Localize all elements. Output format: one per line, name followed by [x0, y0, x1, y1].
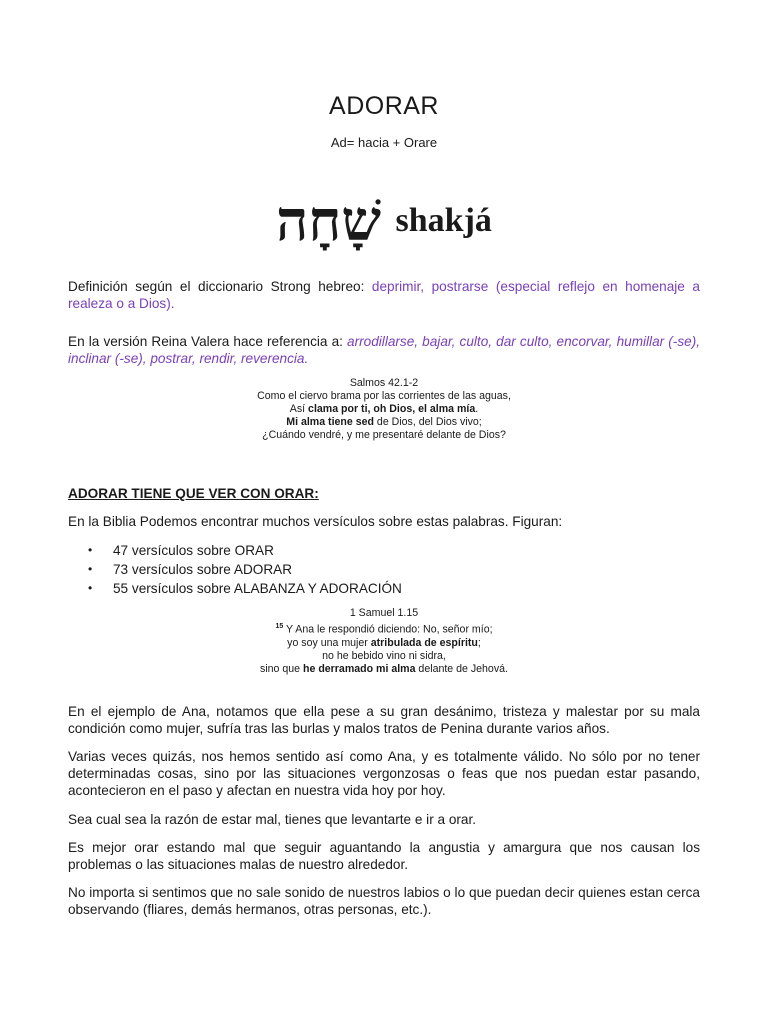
transliteration: shakjá — [395, 202, 492, 239]
verse-line: ¿Cuándo vendré, y me presentaré delante de Dios? — [262, 429, 506, 441]
bullet-icon: • — [88, 543, 93, 557]
list-item — [68, 541, 402, 560]
body-paragraph: No importa si sentimos que no sale sonido de nuestros labios o lo que puedan decir quienes estan cerca observando (fliares, demás hermanos, otras personas, etc.). — [68, 885, 700, 917]
verse-text: yo soy una mujer — [287, 636, 371, 649]
verse-block-salmos — [0, 377, 768, 442]
verse-line — [0, 416, 768, 429]
definition-paragraph — [68, 278, 700, 312]
hebrew-word-row — [0, 188, 768, 254]
list-item — [68, 579, 402, 598]
verse-text: sino que — [260, 662, 304, 675]
verse-bold-text: atribulada de espíritu — [370, 636, 478, 649]
reina-valera-prefix: En la versión Reina Valera hace referencia a: — [68, 334, 348, 349]
verse-bold-text: Mi alma tiene sed — [286, 416, 374, 428]
list-item — [68, 560, 402, 579]
verse-line — [0, 637, 768, 650]
page-subtitle: Ad= hacia + Orare — [330, 135, 438, 150]
list-item-text: 55 versículos sobre ALABANZA Y ADORACIÓN — [113, 581, 402, 596]
verse-line: Como el ciervo brama por las corrientes de las aguas, — [257, 390, 511, 402]
verse-count-list — [68, 541, 402, 598]
verse-bold-text: clama por ti, oh Dios, el alma mía — [308, 403, 476, 415]
reina-valera-highlight: arrodillarse, bajar, culto, dar culto, encorvar, humillar (-se), inclinar (-se), postrar, rendir, reverencia. — [68, 334, 700, 366]
reina-valera-paragraph — [68, 333, 700, 367]
bullet-icon: • — [88, 562, 93, 576]
page-title: ADORAR — [329, 92, 439, 120]
body-paragraph: En el ejemplo de Ana, notamos que ella pese a su gran desánimo, tristeza y malestar por su mala condición como mujer, sufría tras las burlas y malos tratos de Penina durante varios años. — [68, 704, 700, 736]
intro-paragraph: En la Biblia Podemos encontrar muchos versículos sobre estas palabras. Figuran: — [68, 514, 563, 529]
verse-text: Así — [289, 403, 309, 415]
definition-prefix: Definición según el diccionario Strong hebreo: — [68, 279, 372, 294]
definition-highlight: deprimir, postrarse (especial reflejo en homenaje a realeza o a Dios). — [68, 279, 700, 311]
verse-text: ; — [477, 636, 481, 649]
list-item-text: 73 versículos sobre ADORAR — [113, 562, 293, 577]
verse-line — [0, 620, 768, 637]
verse-line: no he bebido vino ni sidra, — [322, 649, 446, 662]
verse-block-samuel — [0, 607, 768, 676]
section-heading: ADORAR TIENE QUE VER CON ORAR: — [68, 486, 319, 501]
verse-bold-text: he derramado mi alma — [303, 662, 416, 675]
body-paragraph: Sea cual sea la razón de estar mal, tienes que levantarte e ir a orar. — [68, 812, 477, 827]
verse-number: 15 — [275, 623, 284, 630]
verse-text: Y Ana le respondió diciendo: No, señor mío; — [283, 623, 493, 636]
verse-text: delante de Jehová. — [415, 662, 508, 675]
verse-line — [0, 403, 768, 416]
bullet-icon: • — [88, 581, 93, 595]
verse-line — [0, 663, 768, 676]
verse-reference: 1 Samuel 1.15 — [349, 607, 419, 619]
hebrew-word: שָׁחָה — [276, 188, 382, 254]
verse-text: . — [475, 403, 479, 415]
verse-reference: Salmos 42.1-2 — [349, 377, 419, 389]
verse-text: de Dios, del Dios vivo; — [373, 416, 482, 428]
body-paragraph: Varias veces quizás, nos hemos sentido así como Ana, y es totalmente válido. No sólo por no tener determinadas cosas, sino por las situaciones vergonzosas o feas que nos puedan estar pasando, acontecieron en el paso y afectan en nuestra vida hoy por hoy. — [68, 749, 700, 798]
list-item-text: 47 versículos sobre ORAR — [113, 543, 274, 558]
body-paragraph: Es mejor orar estando mal que seguir aguantando la angustia y amargura que nos causan los problemas o las situaciones malas de nuestro alrededor. — [68, 840, 700, 872]
